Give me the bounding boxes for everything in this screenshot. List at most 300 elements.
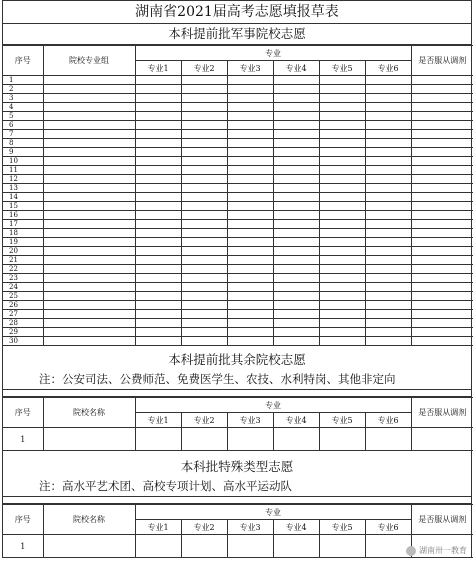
major-cell[interactable]	[181, 238, 227, 247]
major-cell[interactable]	[181, 292, 227, 301]
major-cell[interactable]	[181, 157, 227, 166]
major-cell[interactable]	[135, 229, 181, 238]
major-cell[interactable]	[135, 184, 181, 193]
major-cell[interactable]	[319, 319, 365, 328]
table-row	[3, 229, 473, 238]
major-cell[interactable]	[227, 274, 273, 283]
major-cell[interactable]	[365, 292, 411, 301]
row-number: 1	[3, 535, 43, 558]
major-cell[interactable]	[319, 337, 365, 346]
school-cell[interactable]	[43, 148, 135, 157]
school-cell[interactable]	[43, 283, 135, 292]
major-cell[interactable]	[365, 337, 411, 346]
school-cell[interactable]	[43, 184, 135, 193]
major-cell[interactable]	[319, 184, 365, 193]
major-cell[interactable]	[273, 193, 319, 202]
major-cell[interactable]	[227, 157, 273, 166]
adjust-cell[interactable]	[411, 238, 473, 247]
school-cell[interactable]	[43, 238, 135, 247]
school-cell[interactable]	[43, 166, 135, 175]
school-cell[interactable]	[43, 202, 135, 211]
row-number: 5	[3, 112, 43, 121]
major-cell[interactable]	[181, 319, 227, 328]
major-cell[interactable]	[319, 193, 365, 202]
major-cell[interactable]	[135, 301, 181, 310]
major-cell[interactable]	[135, 193, 181, 202]
major-cell[interactable]	[227, 130, 273, 139]
major-cell[interactable]	[135, 112, 181, 121]
major-cell[interactable]	[181, 301, 227, 310]
major-header: 专业4	[273, 413, 319, 428]
major-cell[interactable]	[319, 166, 365, 175]
school-cell[interactable]	[43, 337, 135, 346]
row-number: 15	[3, 202, 43, 211]
major-cell[interactable]	[273, 112, 319, 121]
major-cell[interactable]	[273, 184, 319, 193]
major-cell[interactable]	[227, 220, 273, 229]
adjust-cell[interactable]	[411, 274, 473, 283]
school-cell[interactable]	[43, 292, 135, 301]
major-cell[interactable]	[365, 148, 411, 157]
major-cell[interactable]	[227, 428, 273, 451]
major-cell[interactable]	[227, 121, 273, 130]
adjust-cell[interactable]	[411, 256, 473, 265]
major-cell[interactable]	[135, 319, 181, 328]
major-cell[interactable]	[181, 166, 227, 175]
major-cell[interactable]	[181, 337, 227, 346]
major-cell[interactable]	[181, 139, 227, 148]
major-cell[interactable]	[227, 283, 273, 292]
school-cell[interactable]	[43, 121, 135, 130]
major-cell[interactable]	[365, 274, 411, 283]
major-cell[interactable]	[181, 85, 227, 94]
major-cell[interactable]	[273, 202, 319, 211]
major-cell[interactable]	[365, 310, 411, 319]
major-cell[interactable]	[227, 103, 273, 112]
major-cell[interactable]	[273, 256, 319, 265]
school-cell[interactable]	[43, 157, 135, 166]
major-header: 专业2	[181, 520, 227, 535]
row-number: 29	[3, 328, 43, 337]
major-cell[interactable]	[273, 85, 319, 94]
watermark-text: 湖南卅一教育	[419, 546, 467, 555]
row-number: 24	[3, 283, 43, 292]
row-number: 26	[3, 301, 43, 310]
adjust-cell[interactable]	[411, 112, 473, 121]
row-number: 9	[3, 148, 43, 157]
major-cell[interactable]	[365, 247, 411, 256]
major-cell[interactable]	[135, 310, 181, 319]
major-cell[interactable]	[319, 103, 365, 112]
major-cell[interactable]	[273, 310, 319, 319]
section1-title: 本科提前批军事院校志愿	[3, 24, 471, 45]
adjust-cell[interactable]	[411, 148, 473, 157]
major-cell[interactable]	[319, 535, 365, 558]
major-cell[interactable]	[365, 428, 411, 451]
major-cell[interactable]	[227, 256, 273, 265]
major-header: 专业4	[273, 61, 319, 76]
major-cell[interactable]	[181, 76, 227, 85]
adjust-header: 是否服从调剂	[411, 46, 473, 76]
major-cell[interactable]	[227, 247, 273, 256]
major-cell[interactable]	[227, 112, 273, 121]
major-cell[interactable]	[319, 94, 365, 103]
major-cell[interactable]	[135, 211, 181, 220]
major-cell[interactable]	[181, 112, 227, 121]
major-cell[interactable]	[181, 328, 227, 337]
table-row	[3, 211, 473, 220]
adjust-cell[interactable]	[411, 292, 473, 301]
major-cell[interactable]	[227, 166, 273, 175]
major-cell[interactable]	[319, 229, 365, 238]
major-cell[interactable]	[135, 76, 181, 85]
school-cell[interactable]	[43, 229, 135, 238]
major-cell[interactable]	[135, 265, 181, 274]
major-cell[interactable]	[273, 211, 319, 220]
major-cell[interactable]	[365, 193, 411, 202]
major-cell[interactable]	[227, 238, 273, 247]
school-cell[interactable]	[43, 319, 135, 328]
row-number: 12	[3, 175, 43, 184]
major-cell[interactable]	[181, 229, 227, 238]
major-cell[interactable]	[365, 265, 411, 274]
major-cell[interactable]	[319, 301, 365, 310]
major-cell[interactable]	[365, 202, 411, 211]
major-cell[interactable]	[365, 130, 411, 139]
major-cell[interactable]	[227, 337, 273, 346]
major-cell[interactable]	[319, 211, 365, 220]
major-cell[interactable]	[319, 130, 365, 139]
major-cell[interactable]	[273, 274, 319, 283]
major-cell[interactable]	[365, 175, 411, 184]
major-cell[interactable]	[365, 121, 411, 130]
major-cell[interactable]	[227, 301, 273, 310]
major-cell[interactable]	[135, 175, 181, 184]
table-row	[3, 328, 473, 337]
major-cell[interactable]	[227, 184, 273, 193]
major-cell[interactable]	[135, 283, 181, 292]
major-cell[interactable]	[365, 319, 411, 328]
major-cell[interactable]	[181, 193, 227, 202]
major-cell[interactable]	[365, 211, 411, 220]
adjust-cell[interactable]	[411, 103, 473, 112]
major-cell[interactable]	[181, 211, 227, 220]
major-cell[interactable]	[181, 535, 227, 558]
school-cell[interactable]	[43, 265, 135, 274]
adjust-cell[interactable]	[411, 247, 473, 256]
major-cell[interactable]	[135, 166, 181, 175]
row-number: 18	[3, 229, 43, 238]
major-cell[interactable]	[319, 256, 365, 265]
major-cell[interactable]	[181, 428, 227, 451]
major-cell[interactable]	[365, 157, 411, 166]
major-cell[interactable]	[319, 274, 365, 283]
major-cell[interactable]	[135, 103, 181, 112]
major-cell[interactable]	[135, 328, 181, 337]
major-cell[interactable]	[365, 256, 411, 265]
major-cell[interactable]	[365, 112, 411, 121]
major-cell[interactable]	[365, 283, 411, 292]
major-cell[interactable]	[319, 428, 365, 451]
major-cell[interactable]	[273, 148, 319, 157]
major-cell[interactable]	[181, 310, 227, 319]
table-row	[3, 157, 473, 166]
major-cell[interactable]	[273, 535, 319, 558]
major-cell[interactable]	[135, 256, 181, 265]
major-cell[interactable]	[319, 247, 365, 256]
major-cell[interactable]	[365, 139, 411, 148]
major-cell[interactable]	[273, 103, 319, 112]
major-cell[interactable]	[365, 328, 411, 337]
major-cell[interactable]	[135, 337, 181, 346]
watermark	[406, 545, 467, 556]
adjust-cell[interactable]	[411, 328, 473, 337]
major-cell[interactable]	[365, 85, 411, 94]
row-number: 7	[3, 130, 43, 139]
row-number: 21	[3, 256, 43, 265]
major-cell[interactable]	[319, 139, 365, 148]
row-number: 1	[3, 428, 43, 451]
major-cell[interactable]	[135, 247, 181, 256]
major-cell[interactable]	[227, 85, 273, 94]
major-cell[interactable]	[319, 310, 365, 319]
major-cell[interactable]	[319, 121, 365, 130]
major-cell[interactable]	[273, 247, 319, 256]
school-cell[interactable]	[43, 220, 135, 229]
major-cell[interactable]	[181, 103, 227, 112]
major-cell[interactable]	[227, 148, 273, 157]
major-cell[interactable]	[273, 283, 319, 292]
school-cell[interactable]	[43, 247, 135, 256]
major-cell[interactable]	[319, 157, 365, 166]
major-cell[interactable]	[273, 220, 319, 229]
major-cell[interactable]	[273, 121, 319, 130]
major-cell[interactable]	[365, 301, 411, 310]
adjust-cell[interactable]	[411, 265, 473, 274]
major-cell[interactable]	[135, 202, 181, 211]
adjust-cell[interactable]	[411, 310, 473, 319]
major-cell[interactable]	[181, 256, 227, 265]
major-cell[interactable]	[365, 238, 411, 247]
major-cell[interactable]	[273, 175, 319, 184]
major-cell[interactable]	[181, 130, 227, 139]
major-cell[interactable]	[273, 319, 319, 328]
major-cell[interactable]	[319, 328, 365, 337]
major-cell[interactable]	[181, 265, 227, 274]
school-cell[interactable]	[43, 428, 135, 451]
major-cell[interactable]	[135, 220, 181, 229]
adjust-cell[interactable]	[411, 428, 473, 451]
major-cell[interactable]	[273, 328, 319, 337]
school-cell[interactable]	[43, 301, 135, 310]
major-cell[interactable]	[227, 76, 273, 85]
major-cell[interactable]	[319, 85, 365, 94]
row-number: 6	[3, 121, 43, 130]
major-cell[interactable]	[135, 292, 181, 301]
adjust-cell[interactable]	[411, 301, 473, 310]
adjust-cell[interactable]	[411, 202, 473, 211]
major-cell[interactable]	[227, 211, 273, 220]
major-cell[interactable]	[227, 202, 273, 211]
major-header: 专业1	[135, 61, 181, 76]
adjust-cell[interactable]	[411, 76, 473, 85]
major-cell[interactable]	[365, 94, 411, 103]
table-row	[3, 292, 473, 301]
major-cell[interactable]	[365, 220, 411, 229]
adjust-cell[interactable]	[411, 319, 473, 328]
table-row	[3, 103, 473, 112]
major-cell[interactable]	[227, 265, 273, 274]
school-cell[interactable]	[43, 76, 135, 85]
row-number: 2	[3, 85, 43, 94]
school-cell[interactable]	[43, 139, 135, 148]
major-cell[interactable]	[135, 130, 181, 139]
table-row	[3, 76, 473, 85]
major-cell[interactable]	[365, 229, 411, 238]
major-cell[interactable]	[273, 292, 319, 301]
major-cell[interactable]	[227, 310, 273, 319]
section3-title: 本科批特殊类型志愿	[180, 459, 294, 474]
major-cell[interactable]	[319, 220, 365, 229]
major-cell[interactable]	[181, 202, 227, 211]
major-cell[interactable]	[319, 265, 365, 274]
major-cell[interactable]	[273, 265, 319, 274]
major-cell[interactable]	[365, 166, 411, 175]
page-title: 湖南省2021届高考志愿填报草表	[3, 1, 471, 24]
major-cell[interactable]	[273, 337, 319, 346]
major-cell[interactable]	[227, 139, 273, 148]
major-cell[interactable]	[273, 130, 319, 139]
adjust-cell[interactable]	[411, 220, 473, 229]
adjust-cell[interactable]	[411, 175, 473, 184]
adjust-cell[interactable]	[411, 193, 473, 202]
major-cell[interactable]	[365, 103, 411, 112]
school-cell[interactable]	[43, 256, 135, 265]
major-cell[interactable]	[273, 76, 319, 85]
major-cell[interactable]	[365, 76, 411, 85]
adjust-cell[interactable]	[411, 184, 473, 193]
seq-header: 序号	[3, 398, 43, 428]
major-cell[interactable]	[273, 428, 319, 451]
school-cell[interactable]	[43, 535, 135, 558]
major-cell[interactable]	[135, 428, 181, 451]
table-row	[3, 220, 473, 229]
adjust-cell[interactable]	[411, 157, 473, 166]
major-cell[interactable]	[273, 229, 319, 238]
adjust-cell[interactable]	[411, 337, 473, 346]
table-row	[3, 175, 473, 184]
school-cell[interactable]	[43, 175, 135, 184]
major-cell[interactable]	[135, 274, 181, 283]
major-group-header: 专业	[135, 46, 411, 61]
major-cell[interactable]	[273, 301, 319, 310]
major-cell[interactable]	[135, 148, 181, 157]
major-cell[interactable]	[227, 229, 273, 238]
major-cell[interactable]	[181, 175, 227, 184]
adjust-cell[interactable]	[411, 130, 473, 139]
school-cell[interactable]	[43, 310, 135, 319]
major-cell[interactable]	[227, 535, 273, 558]
major-cell[interactable]	[181, 148, 227, 157]
major-header: 专业5	[319, 520, 365, 535]
adjust-cell[interactable]	[411, 166, 473, 175]
table-row	[3, 85, 473, 94]
school-header: 院校专业组	[43, 46, 135, 76]
major-cell[interactable]	[319, 238, 365, 247]
adjust-cell[interactable]	[411, 283, 473, 292]
major-cell[interactable]	[181, 247, 227, 256]
table-row	[3, 148, 473, 157]
school-cell[interactable]	[43, 274, 135, 283]
major-cell[interactable]	[135, 535, 181, 558]
major-cell[interactable]	[273, 238, 319, 247]
row-number: 13	[3, 184, 43, 193]
major-cell[interactable]	[135, 85, 181, 94]
adjust-cell[interactable]	[411, 211, 473, 220]
major-cell[interactable]	[273, 139, 319, 148]
major-cell[interactable]	[227, 175, 273, 184]
major-cell[interactable]	[365, 184, 411, 193]
major-cell[interactable]	[227, 292, 273, 301]
school-cell[interactable]	[43, 85, 135, 94]
major-cell[interactable]	[319, 76, 365, 85]
major-cell[interactable]	[135, 157, 181, 166]
school-cell[interactable]	[43, 211, 135, 220]
adjust-cell[interactable]	[411, 85, 473, 94]
major-cell[interactable]	[135, 238, 181, 247]
major-cell[interactable]	[181, 184, 227, 193]
major-cell[interactable]	[227, 319, 273, 328]
major-cell[interactable]	[181, 220, 227, 229]
major-cell[interactable]	[227, 193, 273, 202]
school-cell[interactable]	[43, 103, 135, 112]
row-number: 16	[3, 211, 43, 220]
row-number: 17	[3, 220, 43, 229]
major-cell[interactable]	[181, 274, 227, 283]
major-cell[interactable]	[319, 202, 365, 211]
adjust-cell[interactable]	[411, 94, 473, 103]
major-cell[interactable]	[181, 283, 227, 292]
school-cell[interactable]	[43, 130, 135, 139]
major-cell[interactable]	[227, 328, 273, 337]
school-cell[interactable]	[43, 112, 135, 121]
major-cell[interactable]	[273, 157, 319, 166]
major-cell[interactable]	[181, 121, 227, 130]
major-cell[interactable]	[365, 535, 411, 558]
adjust-cell[interactable]	[411, 121, 473, 130]
major-group-header: 专业	[135, 505, 411, 520]
major-cell[interactable]	[135, 139, 181, 148]
major-cell[interactable]	[135, 121, 181, 130]
school-cell[interactable]	[43, 193, 135, 202]
school-cell[interactable]	[43, 328, 135, 337]
row-number: 8	[3, 139, 43, 148]
school-cell[interactable]	[43, 94, 135, 103]
major-cell[interactable]	[227, 94, 273, 103]
major-cell[interactable]	[181, 94, 227, 103]
major-cell[interactable]	[273, 166, 319, 175]
major-cell[interactable]	[135, 94, 181, 103]
major-cell[interactable]	[319, 283, 365, 292]
adjust-cell[interactable]	[411, 139, 473, 148]
adjust-cell[interactable]	[411, 229, 473, 238]
school-header: 院校名称	[43, 398, 135, 428]
major-cell[interactable]	[273, 94, 319, 103]
major-cell[interactable]	[319, 112, 365, 121]
major-cell[interactable]	[319, 292, 365, 301]
major-cell[interactable]	[319, 175, 365, 184]
major-cell[interactable]	[319, 148, 365, 157]
